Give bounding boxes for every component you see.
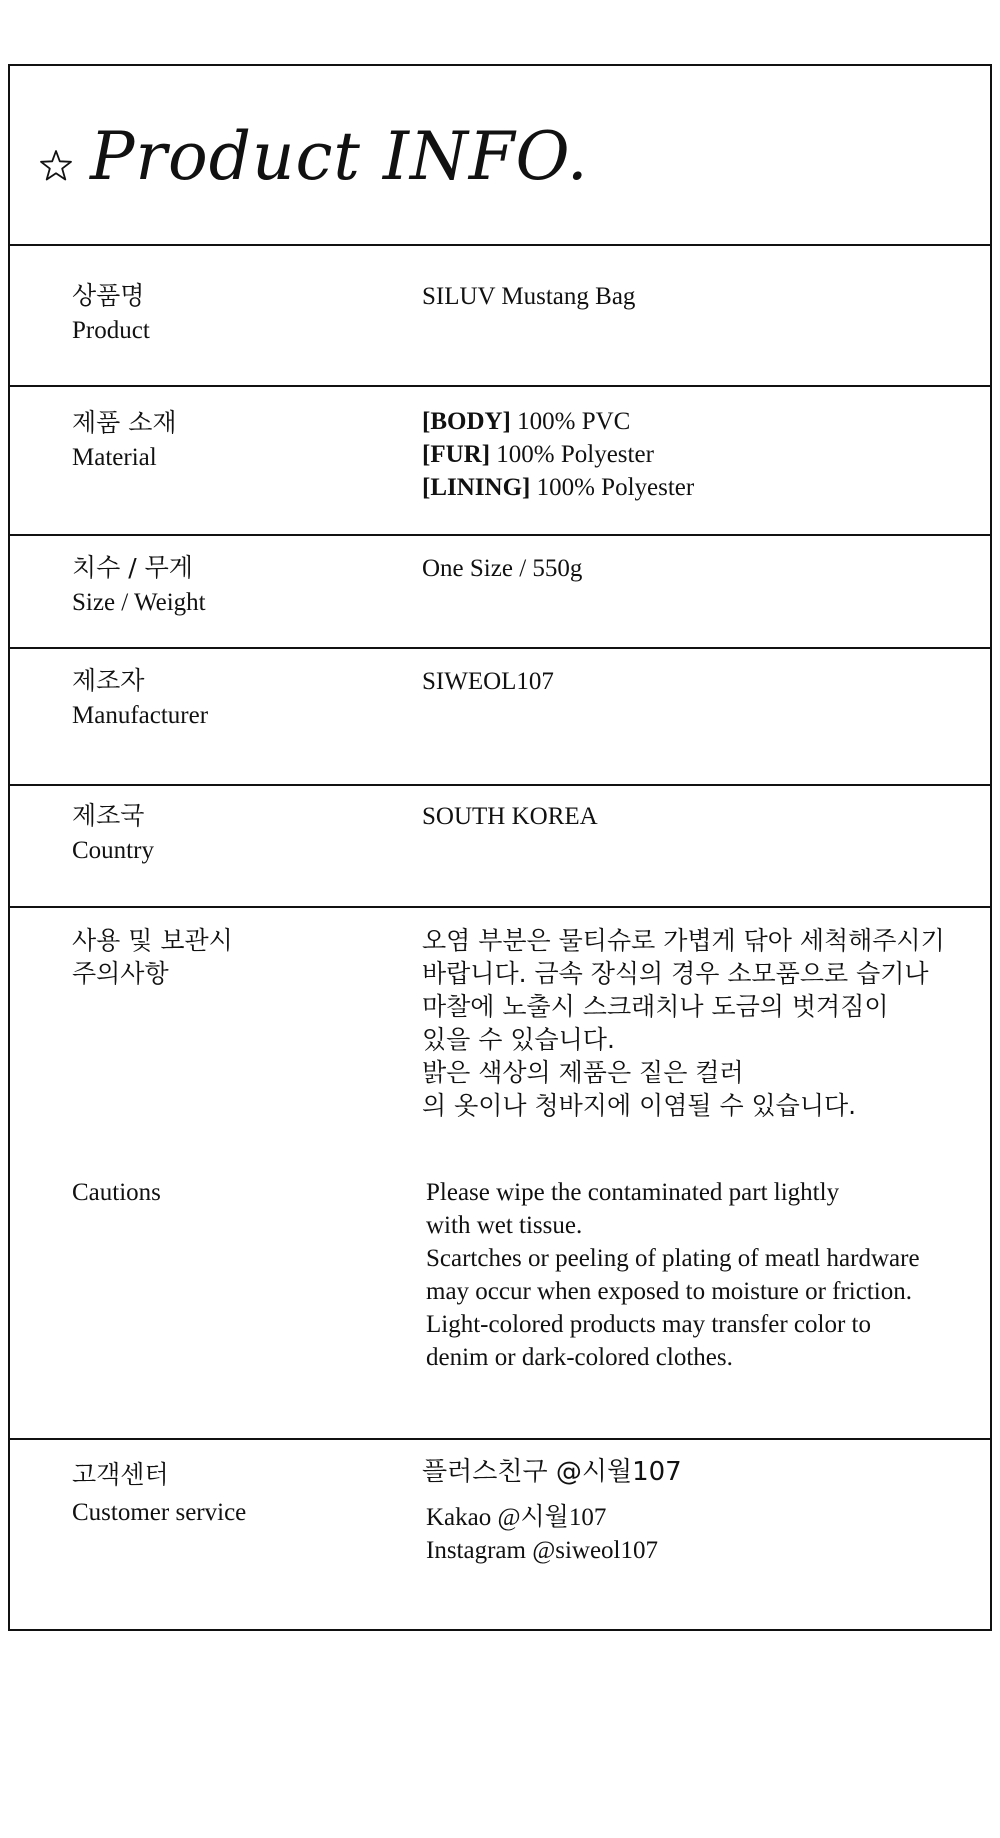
row-label [72,1456,246,1532]
cautions-en-line: with wet tissue. [426,1212,583,1239]
label-ko: 주의사항 [72,959,169,988]
material-line [422,471,694,504]
country-value: SOUTH KOREA [422,803,598,830]
cautions-ko-line: 바랍니다. 금속 장식의 경우 소모품으로 습기나 [422,959,929,988]
cautions-en-line: may occur when exposed to moisture or friction. [426,1278,912,1305]
label-en: Customer service [72,1499,247,1526]
cautions-en-line: denim or dark-colored clothes. [426,1344,733,1371]
row-label [72,663,208,733]
row-material [10,387,990,536]
row-cautions [10,908,990,1440]
cautions-ko-text [422,924,945,1122]
label-ko: 고객센터 [72,1460,169,1489]
row-label [72,278,150,348]
customer-service-contacts [422,1456,682,1567]
row-manufacturer [10,649,990,786]
label-ko: 제조자 [72,666,145,695]
material-tag: [LINING] [422,474,531,501]
instagram-handle: Instagram @siweol107 [426,1537,659,1564]
table-header [10,66,990,246]
product-info-table [8,64,992,1631]
material-line [422,405,694,438]
manufacturer-value: SIWEOL107 [422,668,554,695]
cautions-en-line: Scartches or peeling of plating of meatl hardware [426,1245,920,1272]
label-en: Country [72,837,154,864]
label-en: Size / Weight [72,589,206,616]
row-label [72,924,233,990]
star-outline-icon [38,148,74,184]
label-ko: 제품 소재 [72,408,177,437]
cautions-en-line: Please wipe the contaminated part lightly [426,1179,840,1206]
label-ko: 제조국 [72,801,145,830]
row-value [422,665,554,698]
row-customer-service [10,1440,990,1629]
material-text: 100% Polyester [530,474,695,501]
material-line [422,438,694,471]
product-name: SILUV Mustang Bag [422,283,636,310]
row-country [10,786,990,908]
cautions-ko-line: 있을 수 있습니다. [422,1025,615,1054]
row-size-weight [10,536,990,649]
label-ko: 치수 / 무게 [72,553,193,582]
cautions-ko-line: 오염 부분은 물티슈로 가볍게 닦아 세척해주시기 [422,926,945,955]
cautions-en-text [426,1176,920,1374]
material-text: 100% Polyester [490,441,654,468]
row-label [72,798,154,868]
row-value [422,280,635,313]
material-tag: [FUR] [422,441,491,468]
label-ko: 상품명 [72,281,145,310]
cautions-ko-line: 의 옷이나 청바지에 이염될 수 있습니다. [422,1091,857,1120]
row-value [422,800,598,833]
cautions-en-line: Light-colored products may transfer color to [426,1311,871,1338]
page-title: Product INFO. [90,118,589,195]
row-label [72,405,177,475]
kakao-plusfriend: 플러스친구 @시월107 [422,1457,682,1487]
row-label [72,550,206,620]
kakao-handle: Kakao @시월107 [426,1504,607,1531]
material-text: 100% PVC [510,408,631,435]
label-ko: 사용 및 보관시 [72,926,233,955]
cautions-label: Cautions [72,1179,161,1206]
row-product [10,246,990,387]
cautions-ko-line: 마찰에 노출시 스크래치나 도금의 벗겨짐이 [422,992,889,1021]
material-tag: [BODY] [422,408,511,435]
cautions-ko-line: 밝은 색상의 제품은 짙은 컬러 [422,1058,744,1087]
label-en: Material [72,444,157,471]
size-weight-value: One Size / 550g [422,555,583,582]
material-list [422,405,694,504]
label-en: Product [72,317,150,344]
row-value [422,552,582,585]
label-en: Manufacturer [72,702,209,729]
